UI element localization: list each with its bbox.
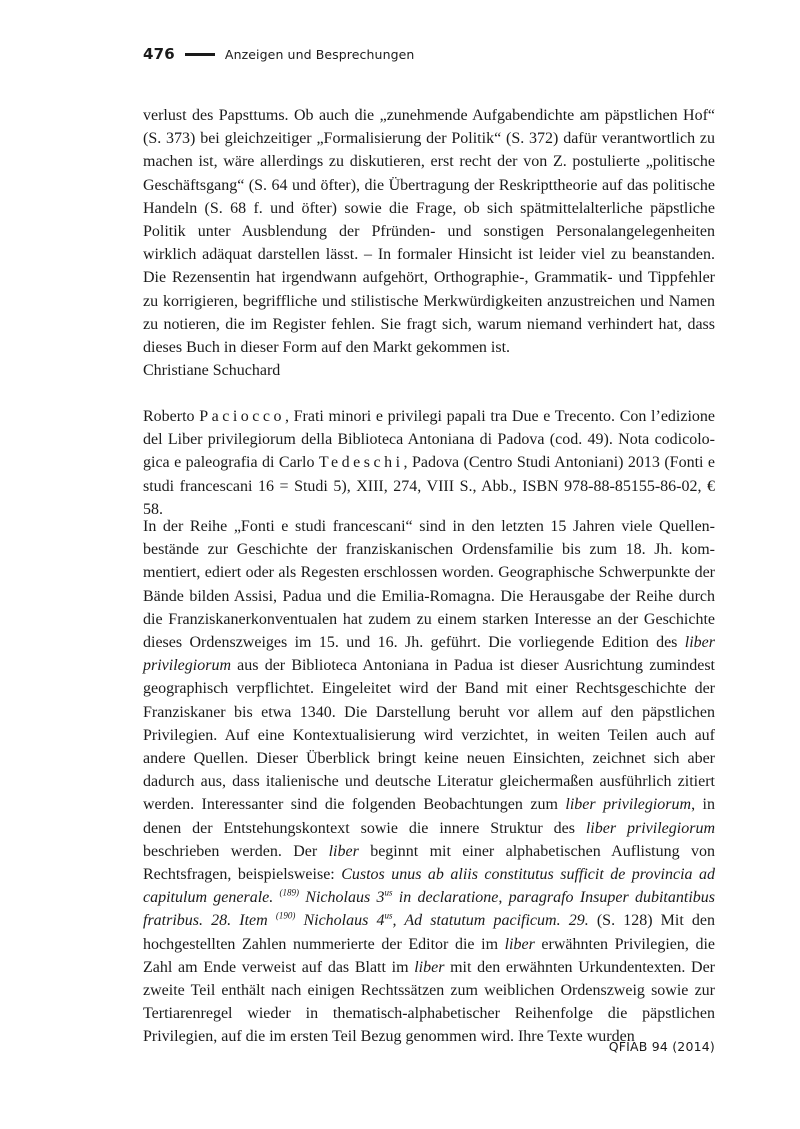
running-title: Anzeigen und Besprechungen xyxy=(224,46,415,62)
quoted-latin: Nicholaus 3 xyxy=(299,889,385,907)
text-run: In der Reihe „Fonti e studi francescani“ sind in den letzten 15 Jahren viele Quellenbestände zur Geschichte der franziskanischen Ordensfamilie bis zum 18. Jh. kommentiert, ediert oder als Regesten erschlossen worden. Geographische Schwerpunkte der Bände bilden Assisi, Padua und die Emilia-Romagna. Die Herausgabe der Reihe durch die Franziskanerkonventualen hat zudem zu einem starken Interesse an der Geschichte dieses Ordenszweiges im 15. und 16. Jh. geführt. Die vorliegende Edition des xyxy=(143,518,715,652)
superscript: us xyxy=(384,887,393,898)
citation-text xyxy=(143,405,715,521)
text-run: mit den erwähnten Urkundentexten. Der zweite Teil enthält nach einigen Rechtssätzen zum weiblichen Ordenszweig sowie zur Tertiarenregel wieder in thematisch-alphabetischer Reihenfolge die päpstlichen Privilegien, auf die im ersten Teil Bezug genommen wird. Ihre Texte wurden xyxy=(143,958,715,1046)
italic-term: liber privilegiorum xyxy=(565,796,692,814)
quoted-latin: Custos unus ab aliis constitutus sufficit de provincia ad capitulum generale. xyxy=(143,866,715,907)
journal-footer: QFIAB 94 (2014) xyxy=(608,1039,715,1054)
author-first-name: Roberto xyxy=(143,408,195,425)
citation-publication: , Padova (Centro Studi Antoniani) 2013 (Fonti e studi francescani 16 = Studi 5), XIII, 274, VIII S., Abb., ISBN 978-88-85155-86-02, € 58. xyxy=(143,454,716,518)
footnote-marker: (190) xyxy=(275,911,296,922)
quoted-latin: in declaratione, paragrafo Insuper dubitantibus fratribus. 28. Item xyxy=(143,889,715,930)
header-dash xyxy=(185,53,215,56)
text-run: beschrieben werden. Der xyxy=(143,842,329,860)
text-run: (S. 128) Mit den hochgestellten Zahlen nummerierte der Editor die im xyxy=(143,912,716,953)
quoted-latin: Nicholaus 4 xyxy=(295,912,385,930)
review-2-body xyxy=(143,515,715,1049)
text-run: erwähnten Privilegien, die Zahl am Ende verweist auf das Blatt im xyxy=(143,935,716,976)
superscript: us xyxy=(384,911,393,922)
text-run: , in denen der Entstehungskontext sowie die innere Struktur des xyxy=(143,796,715,837)
italic-term: liber xyxy=(328,842,359,860)
quoted-latin: , Ad statutum pacificum. 29. xyxy=(392,912,589,930)
review-1-closing xyxy=(143,104,715,382)
italic-term: liber xyxy=(504,935,535,953)
review-2-citation xyxy=(143,405,715,521)
citation-title: , Frati minori e privilegi papali tra Due e Trecento. Con l’edizione del Liber privilegiorum della Biblioteca Antoniana di Padova (cod. 49). Nota codicologica e paleografia di Carlo xyxy=(143,408,716,472)
italic-term: liber xyxy=(414,958,445,976)
italic-term: liber privilegiorum xyxy=(585,819,715,837)
reviewer-signature: Christiane Schuchard xyxy=(143,362,281,380)
running-header xyxy=(143,44,414,64)
review-1-body: verlust des Papsttums. Ob auch die „zunehmende Aufgabendichte am päpstlichen Hof“ (S. 373) bei gleichzeitiger „Formalisierung der Politik“ (S. 372) dafür verantwortlich zu machen ist, wäre allerdings zu diskutieren, erst recht der von Z. postulierte „politische Geschäftsgang“ (S. 64 und öfter), die Übertragung der Reskripttheorie auf das politische Handeln (S. 68 f. und öfter) sowie die Frage, ob sich spätmittelalterliche päpstliche Politik unter Ausblendung der Pfründen- und sonstigen Personalangelegenheiten wirklich adäquat darstellen lässt. – In formaler Hinsicht ist leider viel zu beanstanden. Die Rezensentin hat irgendwann aufgehört, Orthographie-, Grammatik- und Tippfehler zu korrigieren, begriffliche und stilistische Merkwürdigkeiten anzustreichen und Namen zu notieren, die im Register fehlen. Sie fragt sich, warum niemand verhindert hat, dass dieses Buch in dieser Form auf den Markt gekommen ist. xyxy=(143,107,715,357)
text-run: beginnt mit einer alphabetischen Auflistung von Rechtsfragen, beispielsweise: xyxy=(143,842,716,884)
footnote-marker: (189) xyxy=(279,887,300,898)
text-run: aus der Biblioteca Antoniana in Padua ist dieser Ausrichtung zumindest geographisch verpflichtet. Eingeleitet wird der Band mit einer Rechtsgeschichte der Franziskaner bis etwa 1340. Die Darstellung beruht vor allem auf den päpstlichen Privilegien. Auf eine Kontextualisierung wird verzichtet, in weiten Teilen auch auf andere Quellen. Dieser Überblick bringt keine neuen Einsichten, zeichnet sich aber dadurch aus, dass italienische und deutsche Literatur gleichermaßen ausführlich zitiert werden. Interessanter sind die folgenden Beobachtungen zum xyxy=(143,657,715,814)
italic-term: liber privilegiorum xyxy=(143,634,715,675)
review-2-paragraph xyxy=(143,515,715,1049)
editor-last-name: Tedeschi xyxy=(318,454,404,472)
author-last-name: Paciocco xyxy=(199,408,285,425)
page-number: 476 xyxy=(143,45,175,63)
